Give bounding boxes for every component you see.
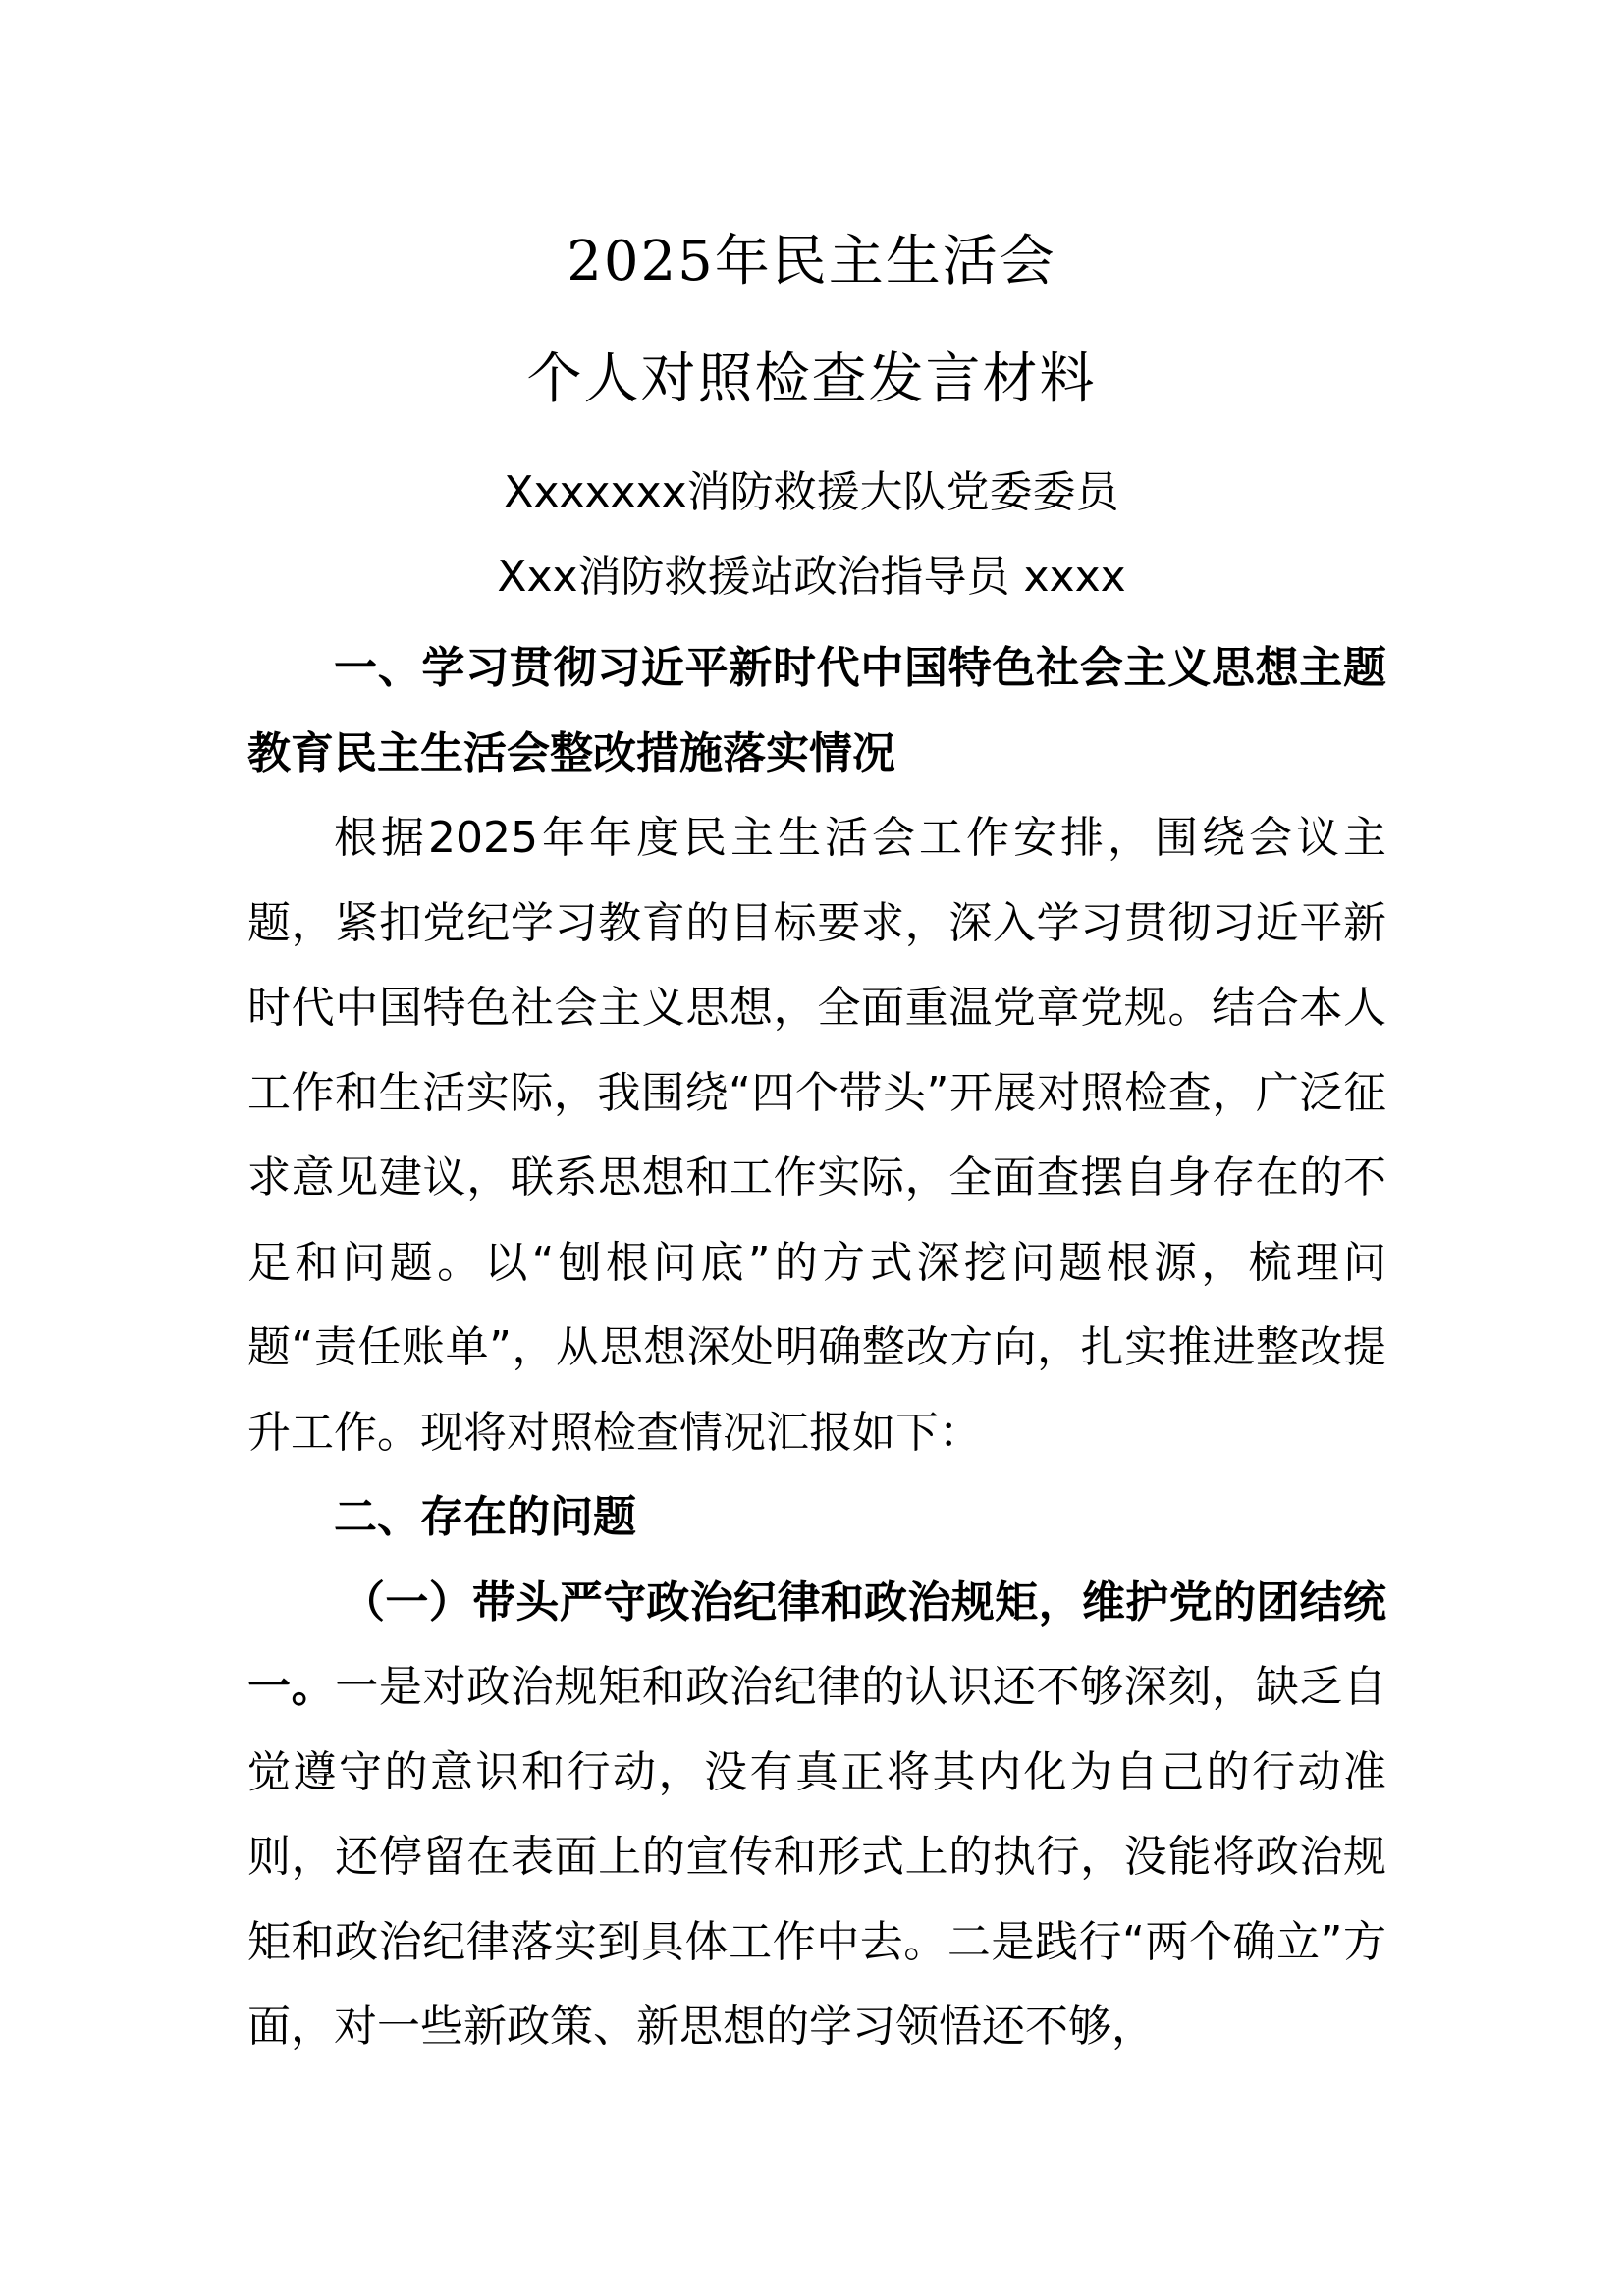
document-body	[247, 626, 1386, 2070]
author-line1: Xxxxxxx消防救援大队党委委员	[504, 467, 1119, 517]
section2-heading: 二、存在的问题	[334, 1492, 636, 1542]
author-line2: Xxx消防救援站政治指导员 xxxx	[497, 552, 1126, 602]
subsection1-text: 一是对政治规矩和政治纪律的认识还不够深刻，缺乏自觉遵守的意识和行动，没有真正将其内化为自己的行动准则，还停留在表面上的宣传和形式上的执行，没能将政治规矩和政治纪律落实到具体工作中去。二是践行“两个确立”方面，对一些新政策、新思想的学习领悟还不够，	[247, 1662, 1386, 2052]
section1-heading: 一、学习贯彻习近平新时代中国特色社会主义思想主题教育民主生活会整改措施落实情况	[247, 643, 1386, 778]
document-title-line2: 个人对照检查发言材料	[526, 347, 1097, 411]
subsection1-heading: （一）带头严守政治纪律和政治规矩，维护党的团结统一。	[247, 1576, 1386, 1712]
subsection1-paragraph	[247, 1561, 1386, 2070]
section1-paragraph: 根据2025年年度民主生活会工作安排，围绕会议主题，紧扣党纪学习教育的目标要求，深入学习贯彻习近平新时代中国特色社会主义思想，全面重温党章党规。结合本人工作和生活实际，我围绕“四个带头”开展对照检查，广泛征求意见建议，联系思想和工作实际，全面查摆自身存在的不足和问题。以“刨根问底”的方式深挖问题根源，梳理问题“责任账单”，从思想深处明确整改方向，扎实推进整改提升工作。现将对照检查情况汇报如下：	[247, 813, 1386, 1458]
document-title-line1: 2025年民主生活会	[567, 230, 1056, 294]
